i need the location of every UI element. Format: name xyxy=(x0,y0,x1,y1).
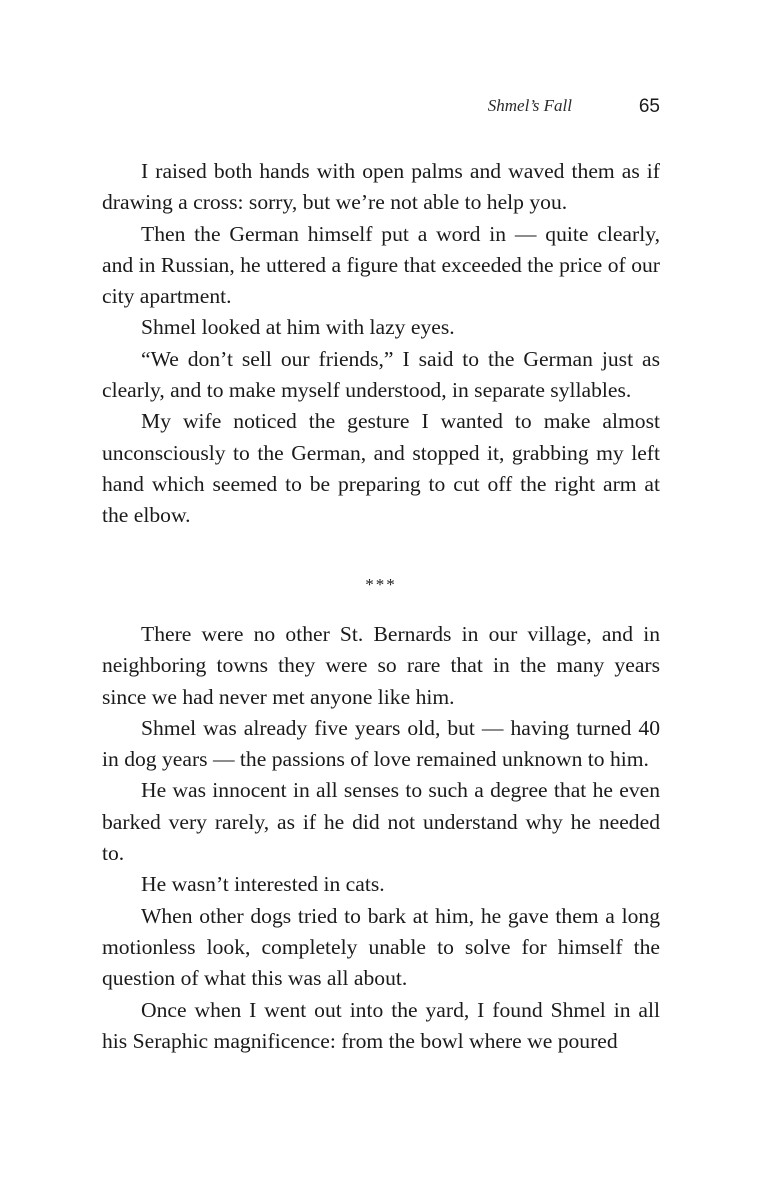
paragraph: He wasn’t interested in cats. xyxy=(141,872,385,897)
paragraph: My wife noticed the gesture I wanted to make almost unconsciously to the German, and stopped it, grabbing my left hand which seemed to be preparing to cut off the right arm at the elbow. xyxy=(102,409,660,528)
text-block-after-break xyxy=(102,619,660,1057)
paragraph: He was innocent in all senses to such a degree that he even barked very rarely, as if he did not understand why he needed to. xyxy=(102,778,660,866)
scene-break: *** xyxy=(365,575,397,594)
paragraph: “We don’t sell our friends,” I said to the German just as clearly, and to make myself understood, in separate syllables. xyxy=(102,346,660,403)
text-block-before-break xyxy=(102,156,660,532)
paragraph: There were no other St. Bernards in our village, and in neighboring towns they were so rare that in the many years since we had never met anyone like him. xyxy=(102,622,660,709)
running-header xyxy=(102,95,660,119)
running-title: Shmel’s Fall xyxy=(487,96,572,115)
page-number: 65 xyxy=(638,96,660,117)
paragraph: Shmel was already five years old, but — having turned 40 in dog years — the passions of love remained unknown to him. xyxy=(102,715,660,772)
paragraph: I raised both hands with open palms and waved them as if drawing a cross: sorry, but we’re not able to help you. xyxy=(102,159,660,215)
paragraph: Shmel looked at him with lazy eyes. xyxy=(141,315,455,340)
paragraph: Once when I went out into the yard, I found Shmel in all his Seraphic magnificence: from the bowl where we poured xyxy=(102,997,660,1053)
paragraph: Then the German himself put a word in — quite clearly, and in Russian, he uttered a figure that exceeded the price of our city apartment. xyxy=(102,221,660,309)
paragraph: When other dogs tried to bark at him, he gave them a long motionless look, completely unable to solve for himself the question of what this was all about. xyxy=(102,903,660,991)
